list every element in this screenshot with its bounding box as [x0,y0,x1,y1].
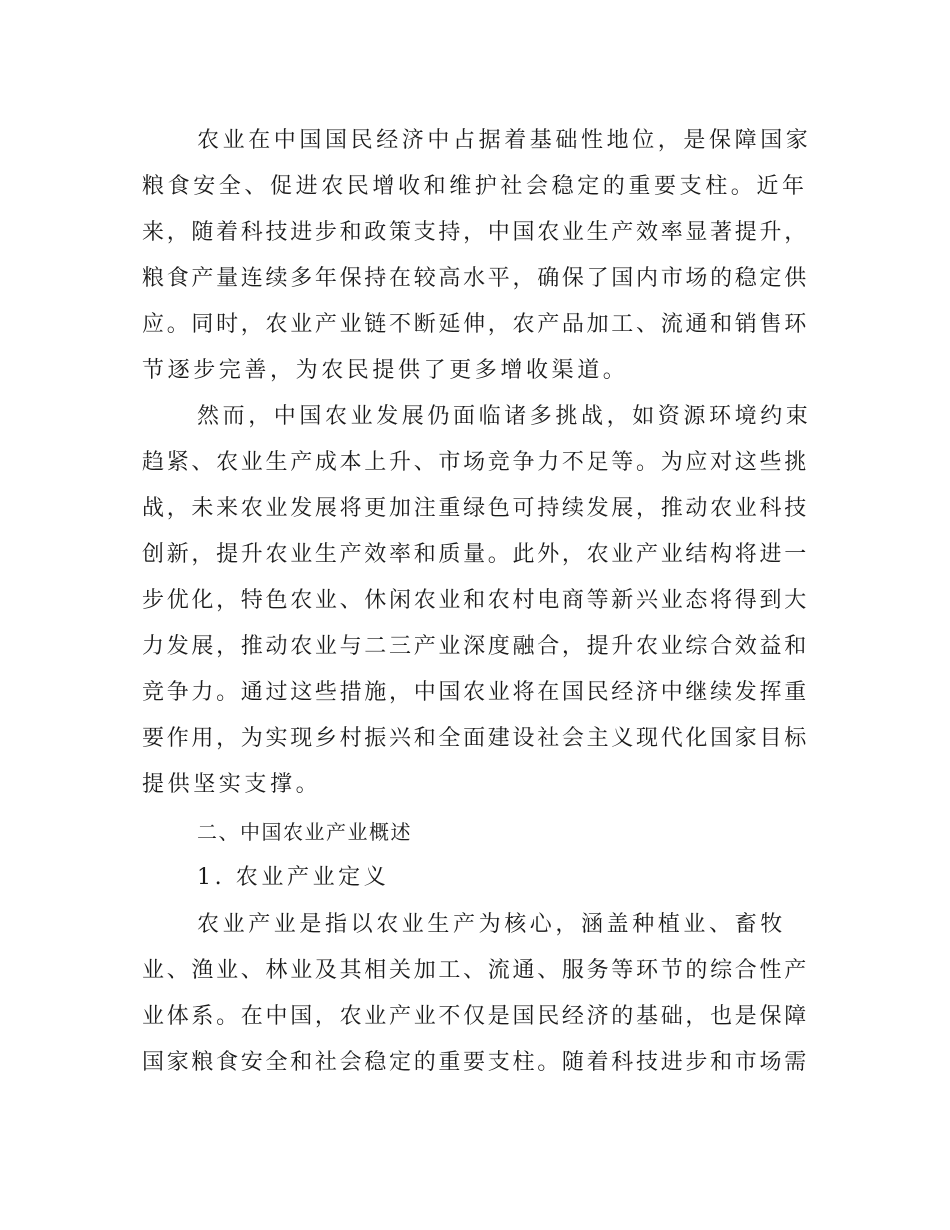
text-line: 步优化，特色农业、休闲农业和农村电商等新兴业态将得到大 [142,588,809,613]
text-line: 节逐步完善，为农民提供了更多增收渠道。 [142,358,629,383]
subsection-title: 1. 农业产业定义 [197,865,390,890]
text-line: 战，未来农业发展将更加注重绿色可持续发展，推动农业科技 [142,496,809,521]
text-line: 要作用，为实现乡村振兴和全面建设社会主义现代化国家目标 [142,726,809,751]
text-line: 力发展，推动农业与二三产业深度融合，提升农业综合效益和 [142,634,809,659]
text-line: 粮食产量连续多年保持在较高水平，确保了国内市场的稳定供 [142,266,809,291]
text-line: 竞争力。通过这些措施，中国农业将在国民经济中继续发挥重 [142,680,809,705]
section-title: 二、中国农业产业概述 [197,820,412,844]
text-line: 提供坚实支撑。 [142,772,322,797]
text-line: 应。同时，农业产业链不断延伸，农产品加工、流通和销售环 [142,312,809,337]
text-line: 趋紧、农业生产成本上升、市场竞争力不足等。为应对这些挑 [142,450,809,475]
text-line: 来，随着科技进步和政策支持，中国农业生产效率显著提升， [142,220,809,245]
text-line: 业体系。在中国，农业产业不仅是国民经济的基础，也是保障 [142,1004,809,1029]
text-line: 业、渔业、林业及其相关加工、流通、服务等环节的综合性产 [142,958,809,983]
text-line: 国家粮食安全和社会稳定的重要支柱。随着科技进步和市场需 [142,1050,809,1075]
text-line: 粮食安全、促进农民增收和维护社会稳定的重要支柱。近年 [142,174,808,199]
text-line: 然而，中国农业发展仍面临诸多挑战，如资源环境约束 [197,404,812,429]
text-line: 创新，提升农业生产效率和质量。此外，农业产业结构将进一 [142,542,809,567]
text-line: 农业产业是指以农业生产为核心，涵盖种植业、畜牧 [197,912,786,937]
text-line: 农业在中国国民经济中占据着基础性地位，是保障国家 [197,128,812,153]
